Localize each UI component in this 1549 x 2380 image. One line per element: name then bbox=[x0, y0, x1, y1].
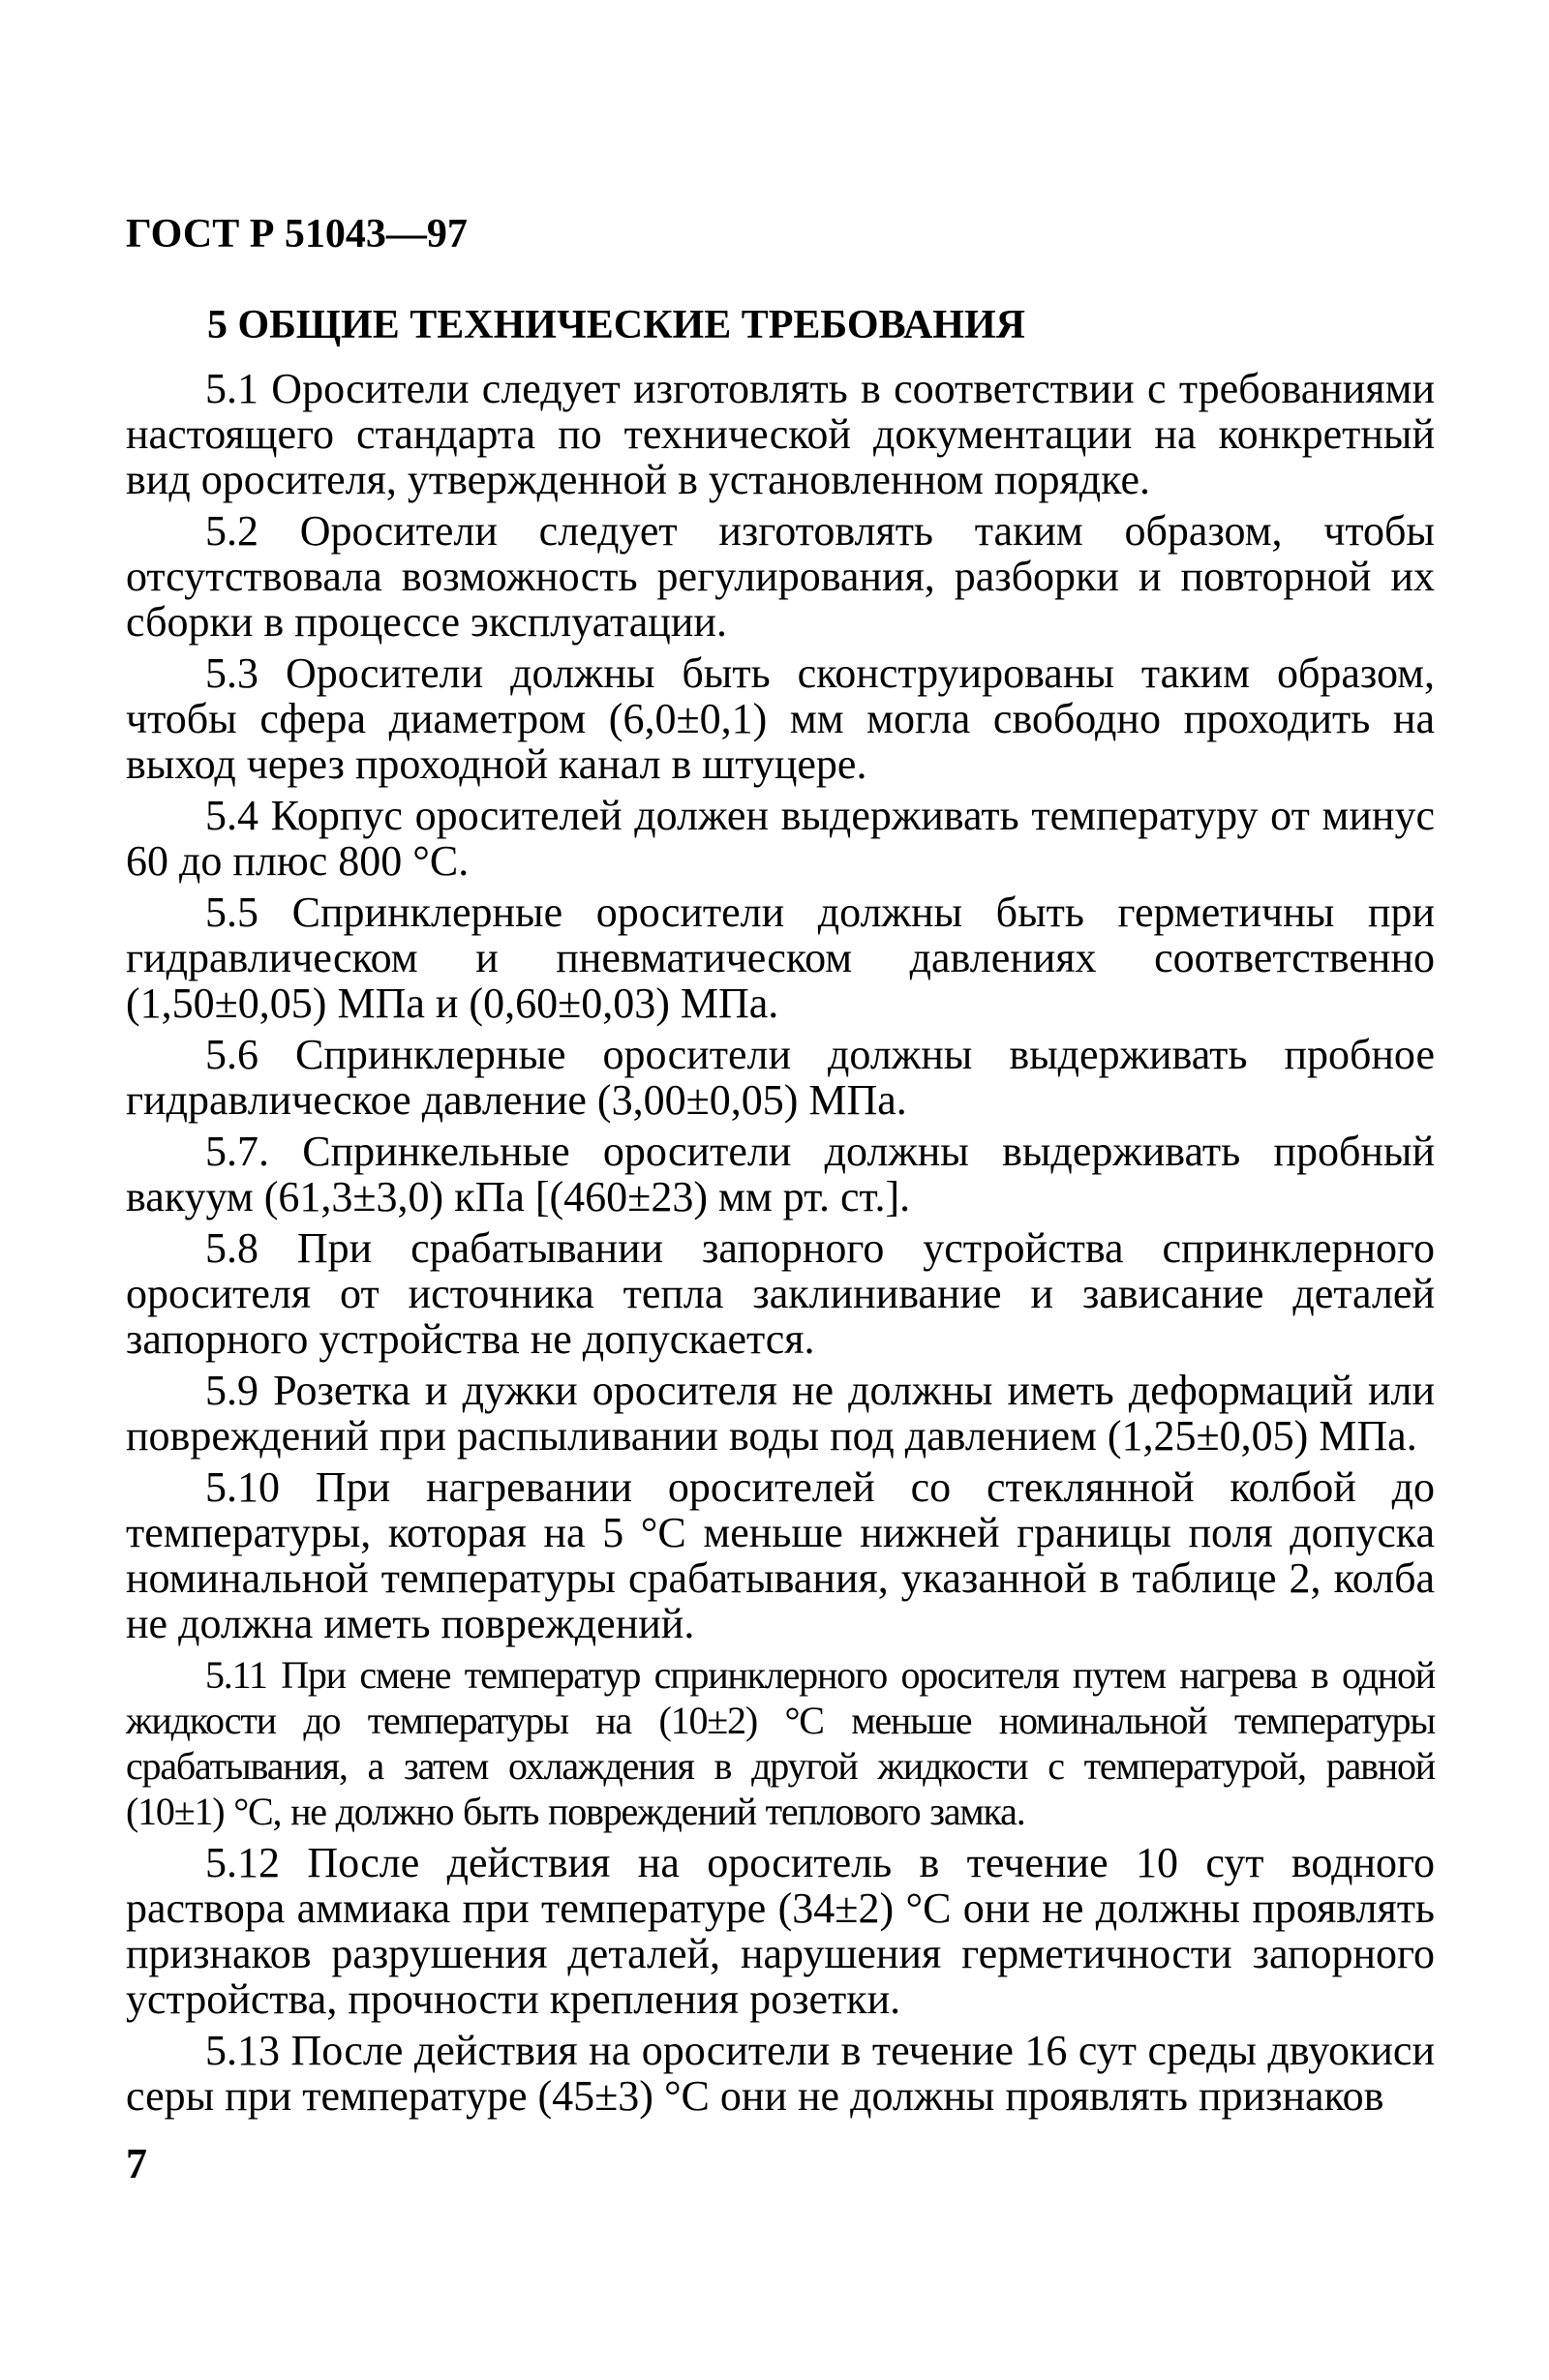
body-text bbox=[126, 366, 1435, 2124]
paragraph-5-5: 5.5 Спринклерные оросители должны быть герметичны при гидравлическом и пневматическом давлениях соответственно (1,50±0,05) МПа и (0,60±0,03) МПа. bbox=[126, 889, 1435, 1027]
paragraph-5-4: 5.4 Корпус оросителей должен выдерживать температуру от минус 60 до плюс 800 °С. bbox=[126, 792, 1435, 885]
paragraph-5-8: 5.8 При срабатывании запорного устройства спринклерного оросителя от источника тепла заклинивание и зависание деталей запорного устройства не допускается. bbox=[126, 1224, 1435, 1363]
paragraph-5-12: 5.12 После действия на ороситель в течение 10 сут водного раствора аммиака при температуре (34±2) °С они не должны проявлять признаков разрушения деталей, нарушения герметичности запорного устройства, прочности крепления розетки. bbox=[126, 1839, 1435, 2023]
document-header: ГОСТ Р 51043—97 bbox=[126, 212, 468, 256]
page-number: 7 bbox=[126, 2140, 147, 2187]
paragraph-5-9: 5.9 Розетка и дужки оросителя не должны иметь деформаций или повреждений при распыливании воды под давлением (1,25±0,05) МПа. bbox=[126, 1367, 1435, 1460]
section-title: 5 ОБЩИЕ ТЕХНИЧЕСКИЕ ТРЕБОВАНИЯ bbox=[207, 303, 1025, 347]
paragraph-5-3: 5.3 Оросители должны быть сконструированы таким образом, чтобы сфера диаметром (6,0±0,1) мм могла свободно проходить на выход через проходной канал в штуцере. bbox=[126, 649, 1435, 788]
paragraph-5-2: 5.2 Оросители следует изготовлять таким образом, чтобы отсутствовала возможность регулирования, разборки и повторной их сборки в процессе эксплуатации. bbox=[126, 507, 1435, 646]
paragraph-5-6: 5.6 Спринклерные оросители должны выдерживать пробное гидравлическое давление (3,00±0,05) МПа. bbox=[126, 1031, 1435, 1124]
paragraph-5-11: 5.11 При смене температур спринклерного оросителя путем нагрева в одной жидкости до температуры на (10±2) °С меньше номинальной температуры срабатывания, а затем охлаждения в другой жидкости с температурой, равной (10±1) °С, не должно быть повреждений теплового замка. bbox=[126, 1653, 1435, 1833]
paragraph-5-1: 5.1 Оросители следует изготовлять в соответствии с требованиями настоящего стандарта по технической документации на конкретный вид оросителя, утвержденной в установленном порядке. bbox=[126, 365, 1435, 503]
paragraph-5-10: 5.10 При нагревании оросителей со стеклянной колбой до температуры, которая на 5 °С меньше нижней границы поля допуска номинальной температуры срабатывания, указанной в таблице 2, колба не должна иметь повреждений. bbox=[126, 1463, 1435, 1647]
paragraph-5-7: 5.7. Спринкельные оросители должны выдерживать пробный вакуум (61,3±3,0) кПа [(460±23) мм рт. ст.]. bbox=[126, 1128, 1435, 1220]
paragraph-5-13: 5.13 После действия на оросители в течение 16 сут среды двуокиси серы при температуре (45±3) °С они не должны проявлять признаков bbox=[126, 2027, 1435, 2120]
